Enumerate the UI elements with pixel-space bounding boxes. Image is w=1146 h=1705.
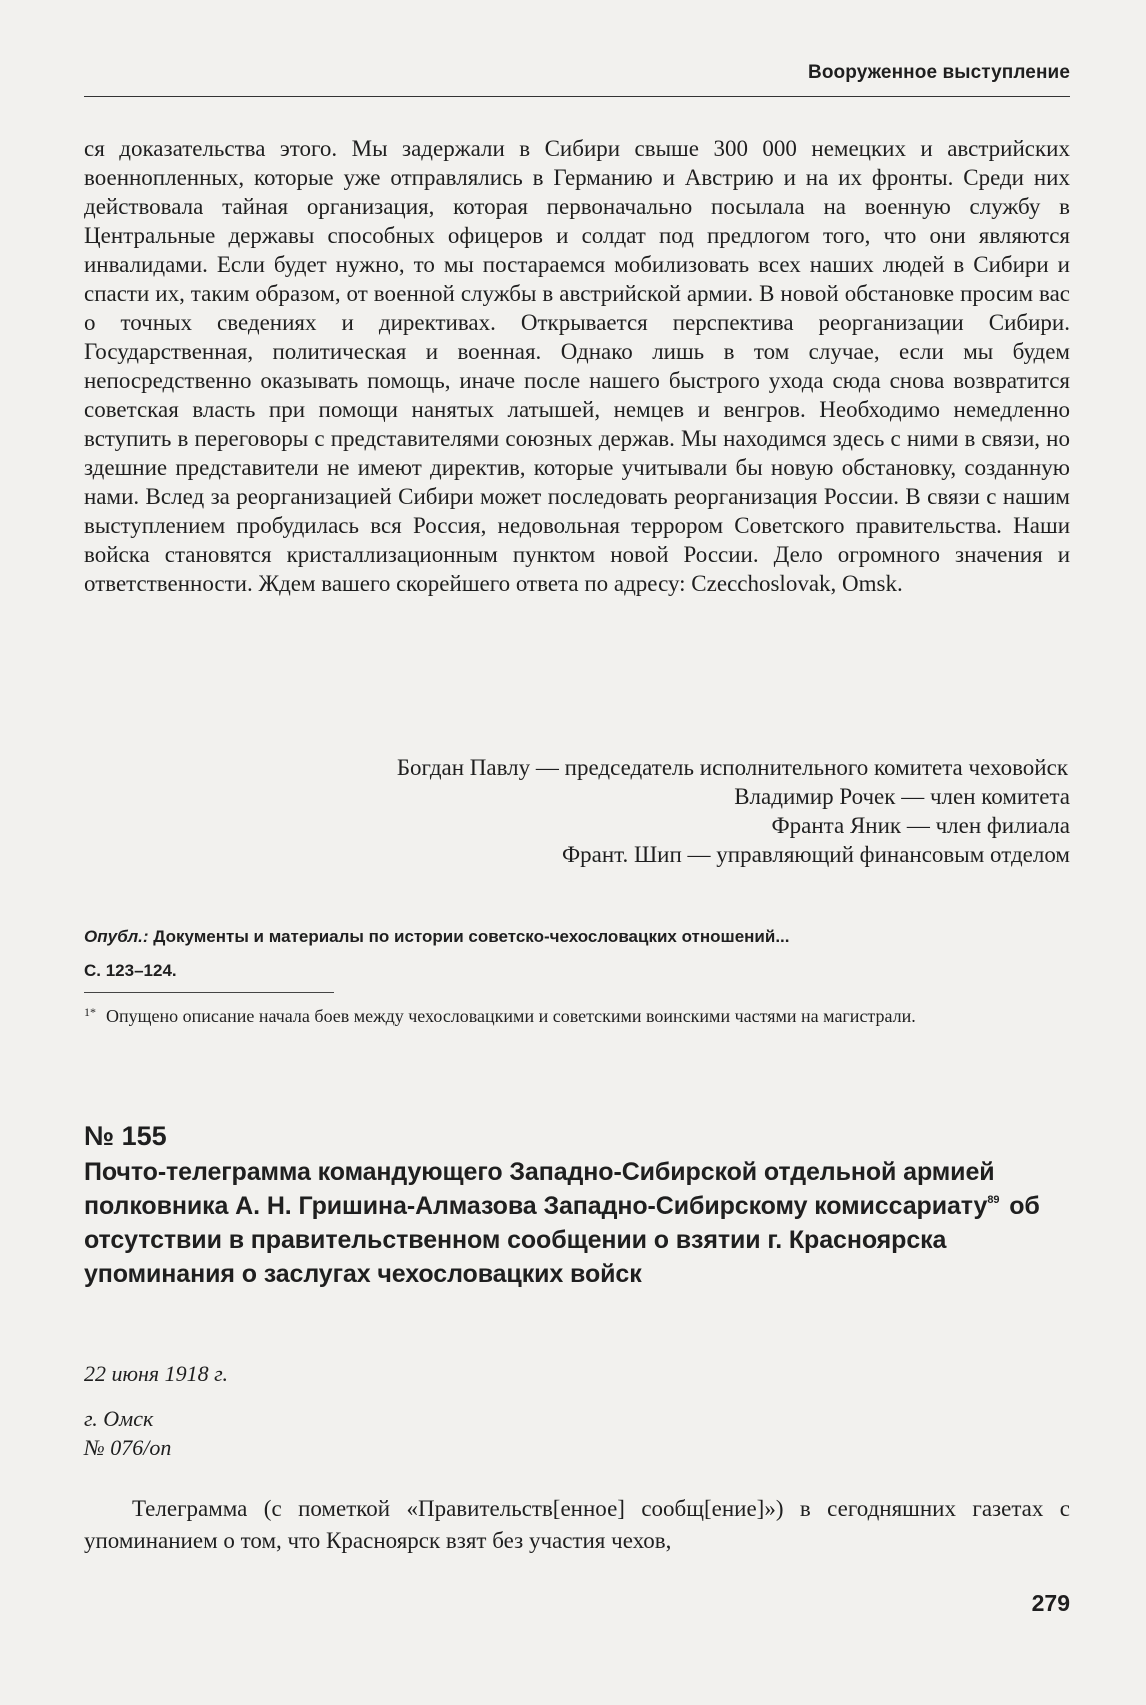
document-title-footnote-ref: 89 — [987, 1193, 1000, 1206]
telegram-paragraph: Телеграмма (с пометкой «Правительств[енное] сообщ[ение]») в сегодняшних газетах с упоминанием о том, что Красноярск взят без участия чехов, — [84, 1496, 1070, 1553]
body-text — [84, 134, 1070, 598]
source-label: Опубл.: — [84, 927, 149, 946]
header-rule — [84, 96, 1070, 97]
footnote-text: Опущено описание начала боев между чехословацкими и советскими воинскими частями на магистрали. — [106, 1006, 916, 1026]
document-title-part2: об отсутствии в правительственном сообщении о взятии г. Красноярска упоминания о заслугах чехословацких войск — [84, 1192, 1040, 1288]
document-title-part1: Почто-телеграмма командующего Западно-Сибирской отдельной армией полковника А. Н. Гришина-Алмазова Западно-Сибирскому комиссариату — [84, 1158, 995, 1220]
document-reference-number: № 076/оп — [84, 1435, 172, 1460]
signatures — [84, 753, 1070, 869]
signature-pavlu: Богдан Павлу — председатель исполнительного комитета чеховойск — [396, 755, 1068, 780]
document-date: 22 июня 1918 г. — [84, 1361, 228, 1386]
document-number: № 155 — [84, 1121, 167, 1151]
telegram-text — [84, 1493, 1070, 1557]
signature-ship: Франт. Шип — управляющий финансовым отделом — [561, 842, 1070, 867]
signature-rochek: Владимир Рочек — член комитета — [734, 784, 1070, 809]
footnote-mark: 1* — [84, 1005, 96, 1019]
running-head: Вооруженное выступление — [808, 62, 1070, 83]
footnote — [84, 1004, 1070, 1030]
source-text: Документы и материалы по истории советско-чехословацких отношений... — [148, 927, 790, 946]
page-number: 279 — [1031, 1590, 1070, 1616]
source-note — [84, 920, 1070, 988]
signature-yanik: Франта Яник — член филиала — [771, 813, 1070, 838]
footnote-rule — [84, 992, 334, 993]
document-title — [84, 1155, 1048, 1291]
body-paragraph: ся доказательства этого. Мы задержали в Сибири свыше 300 000 немецких и австрийских военнопленных, которые уже отправлялись в Германию и Австрию и на их фронты. Среди них действовала тайная организация, которая первоначально посылала на военную службу в Центральные державы способных офицеров и солдат под предлогом того, что они являются инвалидами. Если будет нужно, то мы постараемся мобилизовать всех наших людей в Сибири и спасти их, таким образом, от военной службы в австрийской армии. В новой обстановке просим вас о точных сведениях и директивах. Открывается перспектива реорганизации Сибири. Государственная, политическая и военная. Однако лишь в том случае, если мы будем непосредственно оказывать помощь, иначе после нашего быстрого ухода сюда снова возвратится советская власть при помощи нанятых латышей, немцев и венгров. Необходимо немедленно вступить в переговоры с представителями союзных держав. Мы находимся здесь с ними в связи, но здешние представители не имеют директив, которые учитывали бы новую обстановку, созданную нами. Вслед за реорганизацией Сибири может последовать реорганизация России. В связи с нашим выступлением пробудилась вся Россия, недовольная террором Советского правительства. Наши войска становятся кристаллизационным пунктом новой России. Дело огромного значения и ответственности. Ждем вашего скорейшего ответа по адресу: Czecchoslovak, Omsk. — [84, 136, 1070, 596]
source-pages: С. 123–124. — [84, 961, 177, 980]
document-place: г. Омск — [84, 1406, 154, 1431]
source-line — [84, 920, 1070, 954]
